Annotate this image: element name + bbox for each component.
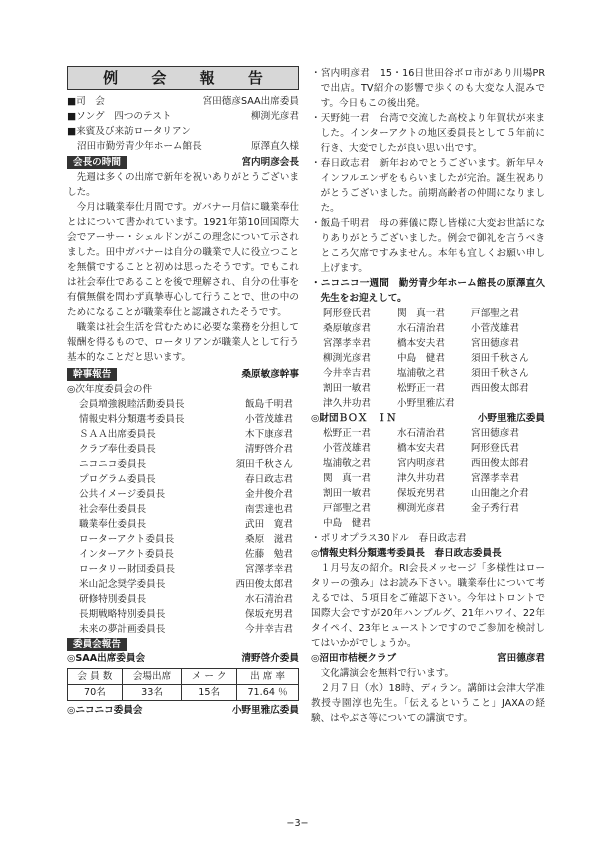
saa-reporter: 清野啓介委員 <box>241 653 299 664</box>
roster-row: 米山記念奨学委員長 西田俊太郎君 <box>79 579 293 590</box>
page-title: 例 会 報 告 <box>67 66 299 90</box>
program-label: ■司 会 <box>67 96 105 107</box>
committee-roster <box>67 397 299 637</box>
roster-row: プログラム委員長 春日政志君 <box>79 474 293 485</box>
roster-row: 公共イメージ委員長 金井俊介君 <box>79 489 293 500</box>
roster-row: 未来の夢計画委員長 今井幸吉君 <box>79 624 293 635</box>
program-value: 柳渕光彦君 <box>251 111 299 122</box>
roster-row: 会員増強親睦活動委員長 飯島千明君 <box>79 399 293 410</box>
section-speaker: 桑原敏彦幹事 <box>241 369 299 380</box>
president-paragraph: 職業は社会生活を営むために必要な業務を分担して報酬を得るもので、ロータリアンが職業人として行う基本的なことだと思います。 <box>67 322 299 363</box>
roster-row: インターアクト委員長 佐藤 勉君 <box>79 549 293 560</box>
roster-row: 社会奉仕委員長 南雲達也君 <box>79 504 293 515</box>
guest-line <box>67 139 299 154</box>
nikoniko-entry: ・飯島千明君 母の葬儀に際し皆様に大変お世話になりありがとうございました。例会で御礼を言うべきところ欠席ですみません。本年も宜しくお願い申し上げます。 <box>311 218 545 274</box>
polio-line: ・ポリオプラス30ドル 春日政志君 <box>311 533 467 544</box>
info-committee-head: ◎情報史料分類選考委員長 春日政志委員長 <box>311 548 502 559</box>
nikoniko-head: ◎ニコニコ委員会 小野里雅広委員 <box>67 705 299 716</box>
roster-row: クラブ奉仕委員長 清野啓介君 <box>79 444 293 455</box>
nikoniko-entry: ・春日政志君 新年おめでとうございます。新年早々インフルエンザをもらいましたが完治。誕生祝ありがとうございました。前期高齢者の仲間になりました。 <box>311 158 545 214</box>
zaidan-box-head: ◎財団ＢＯＸ ＩＮ 小野里雅広委員 <box>311 413 545 424</box>
program-label: ■ソング 四つのテスト <box>67 111 172 122</box>
nikoniko-entry: ・天野純一君 台湾で交流した高校より年賀状が来ました。インターアクトの地区委員長として５年前に行き、大変でしたが良い思い出です。 <box>311 113 545 154</box>
program-value: 宮田德彦SAA出席委員 <box>202 96 299 107</box>
section-label: 会長の時間 <box>67 156 127 169</box>
committee-report-head <box>67 638 299 651</box>
kikyo-paragraph: ２月７日（水）18時、ディラン。講師は会津大学准教授寺園淳也先生。「伝えるということ」JAXAの経験、はやぶさ等についての講演です。 <box>311 683 545 724</box>
roster-row: ＳＡＡ出席委員長 木下康彦君 <box>79 429 293 440</box>
table-row: 会 員 数 会場出席 メ ー ク 出 席 率 <box>68 669 299 685</box>
committee-subhead: ◎次年度委員会の件 <box>67 384 153 395</box>
nikoniko-entry: ・宮内明彦君 15・16日世田谷ボロ市があり川場PRで出店。TV紹介の影響で歩くのも大変な人混みです。今日もこの後出発。 <box>311 68 545 109</box>
program-label: ■来賓及び来訪ロータリアン <box>67 126 191 137</box>
zaidan-box-names: 松野正一君 水石清治君 宮田德彦君 小菅茂雄君 橋本安夫君 阿形登氏君 塩浦敬之君 宮内明彦君 西田俊太郎君 関 真一君 津久井功君 宮澤孝幸君 割田一敏君 保坂充男君 山田龍之介君 戸部聖之君 柳渕光彦君 金子秀行君 中島 健君 <box>323 428 529 529</box>
section-label: 幹事報告 <box>67 368 117 381</box>
roster-row: ロータリー財団委員長 宮澤孝幸君 <box>79 564 293 575</box>
attendance-table <box>67 668 299 701</box>
left-column <box>67 66 299 718</box>
program-row-song <box>67 109 299 124</box>
nikoniko-week-title: ・ニコニコ一週間 勤労青少年ホーム館長の原澤直久先生をお迎えして。 <box>311 278 545 304</box>
kikyo-paragraph: 文化講演会を無料で行います。 <box>320 668 455 679</box>
nikoniko-week-names: 阿形登氏君 関 真一君 戸部聖之君 桑原敏彦君 水石清治君 小菅茂雄君 宮澤孝幸君 橋本安夫君 宮田德彦君 柳渕光彦君 中島 健君 須田千秋さん 今井幸吉君 塩浦敬之君 須田千秋さん 割田一敏君 松野正一君 西田俊太郎君 津久井功君 小野里雅広君 <box>323 308 529 409</box>
page-number: −3− <box>286 818 309 829</box>
section-speaker: 宮内明彦会長 <box>241 157 299 168</box>
table-row: 70名 33名 15名 71.64 ％ <box>68 685 299 701</box>
saa-title: ◎SAA出席委員会 <box>67 653 146 664</box>
roster-row: 職業奉仕委員長 武田 寛君 <box>79 519 293 530</box>
president-paragraph: 先週は多くの出席で新年を祝いありがとうございました。 <box>67 172 299 198</box>
guest-title: 沼田市勤労青少年ホーム館長 <box>77 141 202 152</box>
president-paragraph: 今月は職業奉仕月間です。ガバナー月信に職業奉仕とはについて書かれています。1921年第10回国際大会でアーサー・シェルドンがこの理念について示されました。田中ガバナーは自分の職業で人に役立つことを無償ですることと初めは思ったそうです。でもこれは社会奉仕であることを後で理解され、自分の仕事を有償無償を問わず真摯専心して行うことで、世の中のためになることが職業奉仕と認識されたそうです。 <box>67 202 299 318</box>
guest-name: 原澤直久様 <box>251 141 299 152</box>
right-column <box>311 66 545 726</box>
program-row-guests <box>67 124 299 139</box>
secretary-section-head <box>67 367 299 382</box>
program-row-host <box>67 94 299 109</box>
kikyo-club-head: ◎沼田市桔梗クラブ 宮田德彦君 <box>311 653 545 664</box>
roster-row: ローターアクト委員長 桑原 滋君 <box>79 534 293 545</box>
roster-row: 情報史料分類選考委員長 小菅茂雄君 <box>79 414 293 425</box>
section-label: 委員会報告 <box>67 638 127 651</box>
info-committee-text: １月号友の紹介。RI会長メッセージ「多様性はロータリーの強み」はお読み下さい。職業奉仕について考えるでは、５項目をご確認下さい。今年はトロントで国際大会ですが20年ハンブルグ、21年ハワイ、22年タイペイ、23年ヒューストンですのでご参加を検討してはいかがでしょうか。 <box>311 563 545 649</box>
saa-head <box>67 651 299 666</box>
roster-row: 研修特別委員長 水石清治君 <box>79 594 293 605</box>
president-section-head <box>67 155 299 170</box>
roster-row: 長期戦略特別委員長 保坂充男君 <box>79 609 293 620</box>
roster-row: ニコニコ委員長 須田千秋さん <box>79 459 293 470</box>
